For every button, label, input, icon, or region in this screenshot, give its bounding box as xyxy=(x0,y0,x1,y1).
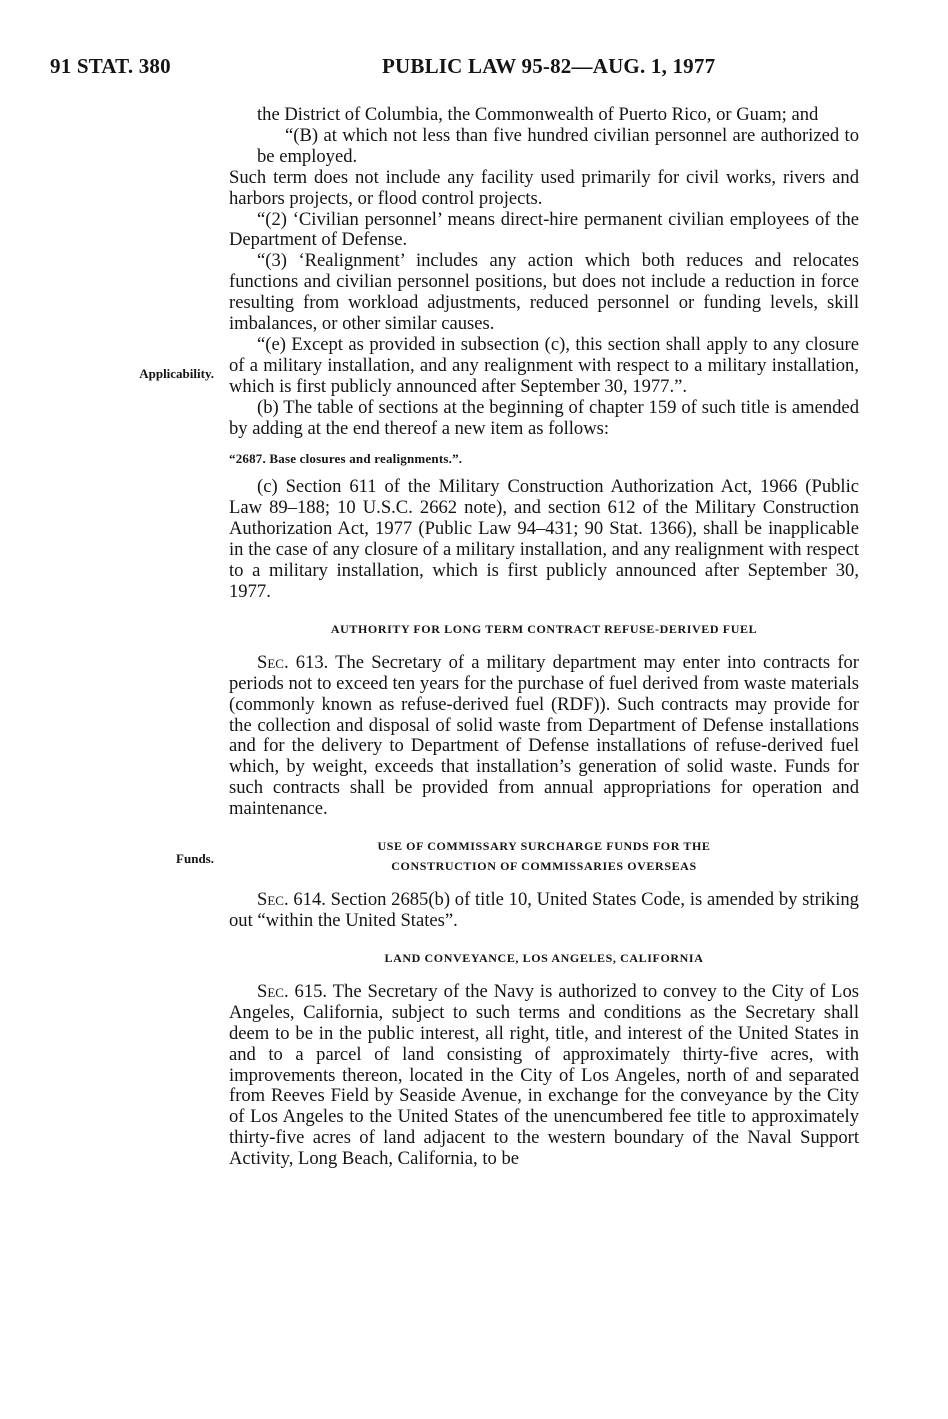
public-law-title: PUBLIC LAW 95-82—AUG. 1, 1977 xyxy=(382,54,716,78)
statute-reference: 91 STAT. 380 xyxy=(50,54,171,78)
heading-section-614 xyxy=(229,836,859,876)
heading-section-613: AUTHORITY FOR LONG TERM CONTRACT REFUSE-DERIVED FUEL xyxy=(330,621,758,636)
margin-note-applicability: Applicability. xyxy=(139,366,214,381)
section-613-text: The Secretary of a military department may enter into contracts for periods not to exceed ten years for the purchase of fuel derived from waste materials (commonly known as refuse-derived fuel (RDF)). Such contracts may provide for the collection and disposal of solid waste from Department of Defense installations and for the delivery to Department of Defense installations of refuse-derived fuel which, by weight, exceeds that installation’s generation of solid waste. Funds for such contracts shall be provided from annual appropriations for operation and maintenance. xyxy=(229,651,859,820)
margin-note-funds: Funds. xyxy=(176,851,214,866)
paragraph-realignment: “(3) ‘Realignment’ includes any action which both reduces and relocates functions and civilian personnel positions, but does not include a reduction in force resulting from workload adjustments, reduced personnel or funding levels, skill imbalances, or other similar causes. xyxy=(229,250,859,335)
main-text-column xyxy=(229,105,859,1170)
section-613-label: Sec. 613. xyxy=(257,651,329,673)
paragraph-inapplicable-sections: (c) Section 611 of the Military Construction Authorization Act, 1966 (Public Law 89–188; 10 U.S.C. 2662 note), and section 612 of the Military Construction Authorization Act, 1977 (Public Law 94–431; 90 Stat. 1366), shall be inapplicable in the case of any closure of a military installation, and any realignment with respect to a military installation, which is first publicly announced after September 30, 1977. xyxy=(229,476,859,602)
heading-section-614-line1: USE OF COMMISSARY SURCHARGE FUNDS FOR THE xyxy=(377,839,711,854)
heading-section-614-line2: CONSTRUCTION OF COMMISSARIES OVERSEAS xyxy=(391,859,697,874)
section-614-label: Sec. 614. xyxy=(257,889,326,911)
paragraph-civilian-personnel: “(2) ‘Civilian personnel’ means direct-hire permanent civilian employees of the Department of Defense. xyxy=(229,208,859,251)
section-615-label: Sec. 615. xyxy=(257,980,328,1002)
section-614-text: Section 2685(b) of title 10, United States Code, is amended by striking out “within the United States”. xyxy=(229,889,859,931)
paragraph-term-exclusion: Such term does not include any facility used primarily for civil works, rivers and harbors projects, or flood control projects. xyxy=(229,166,859,209)
heading-section-615: LAND CONVEYANCE, LOS ANGELES, CALIFORNIA xyxy=(384,950,704,965)
section-614 xyxy=(229,890,859,932)
section-615-text: The Secretary of the Navy is authorized to convey to the City of Los Angeles, California, subject to such terms and conditions as the Secretary shall deem to be in the public interest, all right, title, and interest of the United States in and to a parcel of land consisting of approximately thirty-five acres, with improvements thereon, located in the City of Los Angeles, north of and separated from Reeves Field by Seaside Avenue, in exchange for the conveyance by the City of Los Angeles to the United States of the unencumbered fee title to approximately thirty-five acres of land adjacent to the western boundary of the Naval Support Activity, Long Beach, California, to be xyxy=(229,980,859,1170)
table-of-sections-item: “2687. Base closures and realignments.”. xyxy=(229,450,463,466)
section-615 xyxy=(229,982,859,1170)
paragraph-b-clause: “(B) at which not less than five hundred civilian personnel are authorized to be employed. xyxy=(257,124,859,167)
section-613 xyxy=(229,653,859,820)
paragraph-applicability: “(e) Except as provided in subsection (c), this section shall apply to any closure of a military installation, and any realignment with respect to a military installation, which is first publicly announced after September 30, 1977.”. xyxy=(229,333,859,397)
paragraph-table-of-sections: (b) The table of sections at the beginning of chapter 159 of such title is amended by adding at the end thereof a new item as follows: xyxy=(229,396,859,439)
paragraph-district: the District of Columbia, the Commonwealth of Puerto Rico, or Guam; and xyxy=(257,104,819,125)
